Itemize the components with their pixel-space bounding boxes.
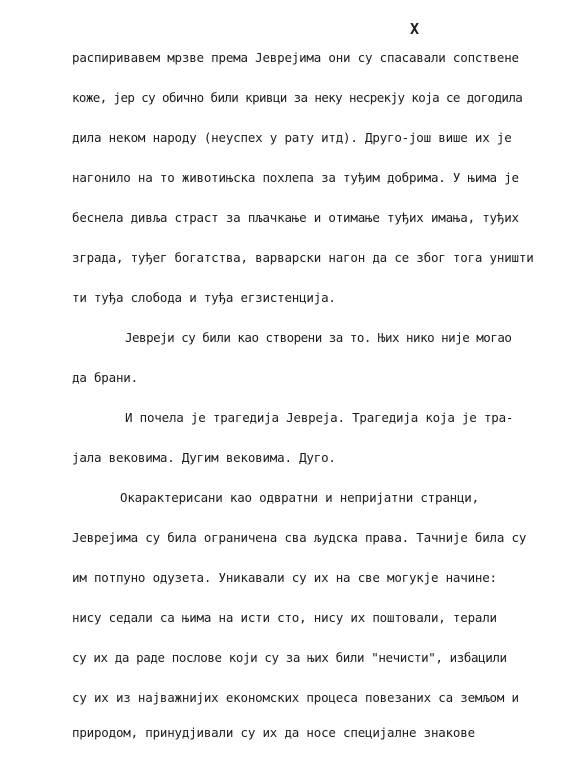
text-line: су их из најважнијих економских процеса повезаних са земљом и bbox=[72, 690, 519, 705]
text-line: су их да раде послове који су за њих били "нечисти", избацили bbox=[72, 650, 507, 665]
page-number: X bbox=[410, 20, 420, 38]
text-line: им потпуно одузета. Уникавали су их на све могукје начине: bbox=[72, 570, 497, 585]
text-line: да брани. bbox=[72, 370, 138, 385]
text-line: дила неком народу (неуспех у рату итд). Друго-још више их је bbox=[72, 130, 512, 145]
text-line: зграда, туђег богатства, варварски нагон да се због тога уништи bbox=[72, 250, 534, 265]
text-line: И почела је трагедија Јевреја. Трагедија која је тра- bbox=[125, 410, 514, 425]
text-line: ти туђа слобода и туђа егзистенција. bbox=[72, 290, 336, 305]
text-line: природом, принудјивали су их да носе специјалне знакове bbox=[72, 725, 475, 740]
text-line: Окарактерисани као одвратни и непријатни странци, bbox=[120, 490, 479, 505]
text-line: нагонило на то животињска похлепа за туђим добрима. У њима је bbox=[72, 170, 519, 185]
text-line: коже, јер су обично били кривци за неку несрекју која се догодила bbox=[72, 90, 523, 105]
text-line: беснела дивља страст за пљачкање и отимање туђих имања, туђих bbox=[72, 210, 519, 225]
text-line: јала вековима. Дугим вековима. Дуго. bbox=[72, 450, 336, 465]
text-line: Јевреји су били као створени за то. Њих нико није могао bbox=[125, 330, 512, 345]
text-line: нису седали са њима на исти сто, нису их поштовали, терали bbox=[72, 610, 497, 625]
text-line: распиривавем мрзве према Јеврејима они су спасавали сопствене bbox=[72, 50, 519, 65]
text-line: Јеврејима су била ограничена сва људска права. Тачније била су bbox=[72, 530, 527, 545]
